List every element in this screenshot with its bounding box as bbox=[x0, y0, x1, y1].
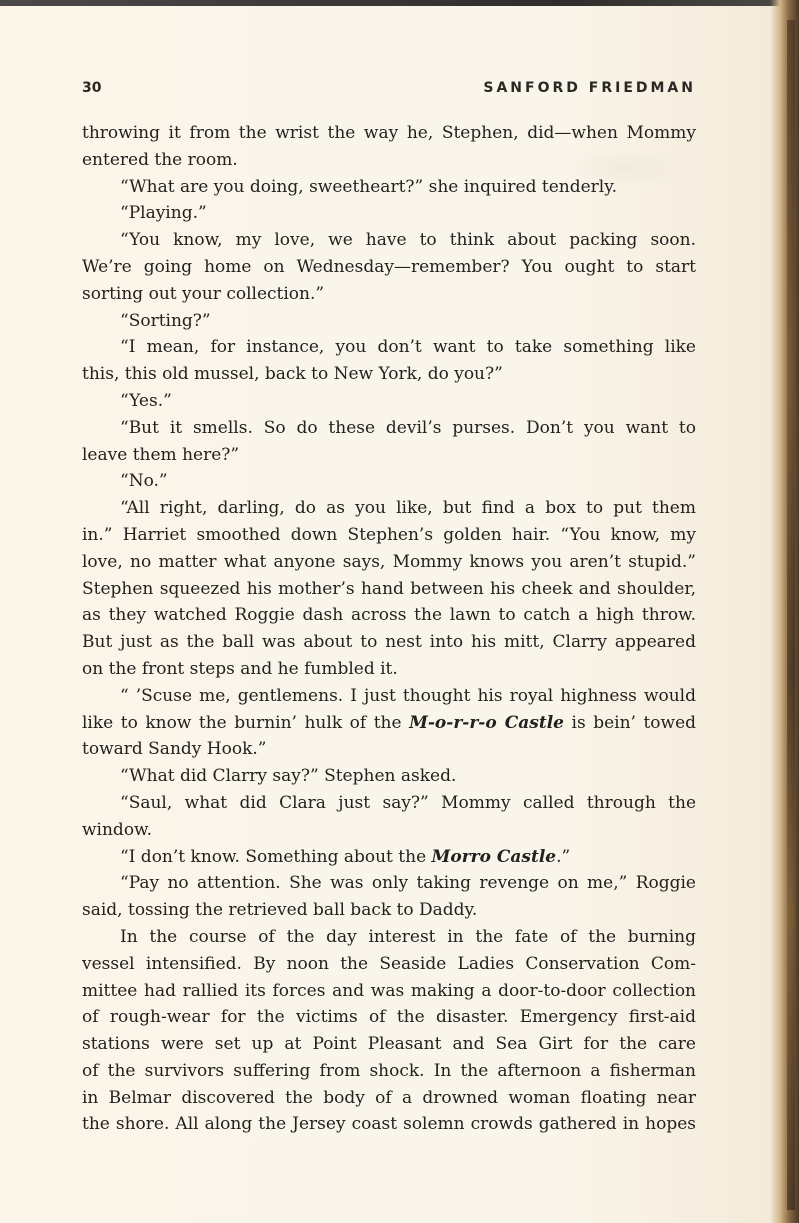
text-line-content bbox=[82, 900, 477, 920]
text-line-content bbox=[82, 1061, 696, 1081]
text-run: like to know the burnin’ hulk of the bbox=[82, 712, 410, 733]
text-line-content bbox=[120, 311, 211, 331]
text-line-content bbox=[82, 284, 324, 304]
text-line bbox=[82, 978, 696, 1005]
text-line bbox=[82, 683, 696, 710]
text-line bbox=[82, 468, 696, 495]
text-run: throwing it from the wrist the way he, Stephen, did—when Mommy bbox=[82, 123, 696, 143]
text-run: We’re going home on Wednesday—remember? You ought to start bbox=[82, 256, 696, 277]
text-line-content bbox=[120, 471, 168, 491]
text-line-content bbox=[120, 766, 456, 786]
text-line-content bbox=[120, 847, 570, 867]
text-line-content bbox=[82, 445, 239, 465]
text-line bbox=[82, 897, 696, 924]
text-line-content bbox=[82, 713, 696, 733]
text-line-content bbox=[120, 927, 696, 947]
text-run: “Yes.” bbox=[120, 390, 172, 411]
text-run: in Belmar discovered the body of a drowned woman floating near bbox=[82, 1087, 696, 1108]
text-line bbox=[82, 629, 696, 656]
text-line-content bbox=[120, 498, 696, 518]
text-line bbox=[82, 442, 696, 469]
text-run: of the survivors suffering from shock. In the afternoon a fisherman bbox=[82, 1060, 696, 1081]
text-line-content bbox=[82, 981, 696, 1001]
text-line-content bbox=[82, 605, 696, 625]
text-run: is bein’ towed bbox=[563, 712, 696, 733]
text-run: But just as the ball was about to nest into his mitt, Clarry appeared bbox=[82, 632, 696, 653]
page-header bbox=[82, 80, 696, 102]
text-line-content bbox=[120, 686, 696, 706]
text-line bbox=[82, 415, 696, 442]
text-run: “What did Clarry say?” Stephen asked. bbox=[120, 766, 457, 787]
text-line bbox=[82, 1031, 696, 1058]
italic-ship-name: Morro Castle bbox=[431, 846, 557, 867]
text-run: Stephen squeezed his mother’s hand between his cheek and shoulder, bbox=[82, 578, 696, 599]
text-line-content bbox=[82, 525, 696, 545]
text-line-content bbox=[120, 391, 172, 411]
text-line bbox=[82, 334, 696, 361]
text-run: stations were set up at Point Pleasant and Sea Girt for the care bbox=[82, 1034, 696, 1055]
text-run: leave them here?” bbox=[82, 444, 240, 465]
text-line-content bbox=[82, 1007, 696, 1027]
text-line bbox=[82, 495, 696, 522]
text-run: of rough-wear for the victims of the disaster. Emergency first-aid bbox=[82, 1007, 696, 1028]
text-run: “You know, my love, we have to think about packing soon. bbox=[120, 230, 696, 251]
text-line-content bbox=[120, 793, 696, 813]
text-line bbox=[82, 576, 696, 603]
text-line-content bbox=[82, 1114, 696, 1134]
text-run: In the course of the day interest in the fate of the burning bbox=[120, 926, 696, 947]
text-line bbox=[82, 1111, 696, 1138]
text-run: “ ’Scuse me, gentlemens. I just thought his royal highness would bbox=[120, 685, 696, 706]
text-run: .” bbox=[556, 846, 571, 867]
text-run: toward Sandy Hook.” bbox=[82, 739, 267, 760]
text-line bbox=[82, 227, 696, 254]
text-run: “What are you doing, sweetheart?” she inquired tenderly. bbox=[120, 176, 617, 197]
text-line bbox=[82, 656, 696, 683]
text-line bbox=[82, 1004, 696, 1031]
book-spine-edge bbox=[770, 0, 799, 1223]
text-line bbox=[82, 951, 696, 978]
text-line-content bbox=[120, 230, 696, 250]
text-line-content bbox=[82, 739, 266, 759]
text-run: “I mean, for instance, you don’t want to take something like bbox=[120, 337, 696, 358]
text-run: the shore. All along the Jersey coast solemn crowds gathered in hopes bbox=[82, 1114, 696, 1135]
text-line-content bbox=[82, 820, 152, 840]
text-line bbox=[82, 147, 696, 174]
text-line-content bbox=[82, 364, 503, 384]
text-line-content bbox=[82, 632, 696, 652]
text-line bbox=[82, 200, 696, 227]
text-line bbox=[82, 120, 696, 147]
text-line bbox=[82, 522, 696, 549]
text-line-content bbox=[82, 150, 238, 170]
text-line bbox=[82, 1085, 696, 1112]
text-line bbox=[82, 1058, 696, 1085]
text-run: in.” Harriet smoothed down Stephen’s golden hair. “You know, my bbox=[82, 524, 696, 545]
text-run: love, no matter what anyone says, Mommy knows you aren’t stupid.” bbox=[82, 551, 696, 572]
text-line bbox=[82, 844, 696, 871]
text-run: “Saul, what did Clara just say?” Mommy called through the bbox=[120, 792, 696, 813]
text-run: mittee had rallied its forces and was making a door-to-door collection bbox=[82, 980, 696, 1001]
text-line bbox=[82, 710, 696, 737]
text-run: as they watched Roggie dash across the lawn to catch a high throw. bbox=[82, 605, 696, 626]
text-line bbox=[82, 602, 696, 629]
text-line bbox=[82, 308, 696, 335]
text-run: said, tossing the retrieved ball back to Daddy. bbox=[82, 900, 478, 921]
text-line bbox=[82, 174, 696, 201]
text-run: “Pay no attention. She was only taking revenge on me,” Roggie bbox=[120, 873, 696, 894]
text-line-content bbox=[82, 552, 696, 572]
text-run: vessel intensified. By noon the Seaside Ladies Conservation Com- bbox=[82, 953, 696, 974]
running-head-author: SANFORD FRIEDMAN bbox=[483, 80, 696, 96]
text-line-content bbox=[120, 873, 696, 893]
italic-ship-name: M-o-r-r-o Castle bbox=[409, 712, 564, 733]
text-line bbox=[82, 388, 696, 415]
text-line bbox=[82, 736, 696, 763]
top-scan-edge bbox=[0, 0, 799, 6]
text-line-content bbox=[82, 579, 696, 599]
text-line bbox=[82, 817, 696, 844]
text-line-content bbox=[82, 123, 696, 143]
text-run: “I don’t know. Something about the bbox=[120, 846, 432, 867]
text-line-content bbox=[120, 203, 207, 223]
text-line-content bbox=[120, 177, 617, 197]
text-run: this, this old mussel, back to New York, do you?” bbox=[82, 364, 503, 385]
text-run: “But it smells. So do these devil’s purses. Don’t you want to bbox=[120, 417, 696, 438]
text-line bbox=[82, 549, 696, 576]
text-line bbox=[82, 254, 696, 281]
text-line-content bbox=[82, 257, 696, 277]
body-text bbox=[82, 120, 696, 1138]
text-line-content bbox=[82, 1034, 696, 1054]
text-line bbox=[82, 924, 696, 951]
text-run: sorting out your collection.” bbox=[82, 283, 325, 304]
text-run: “Playing.” bbox=[120, 203, 207, 224]
text-run: “All right, darling, do as you like, but find a box to put them bbox=[120, 498, 696, 519]
text-line bbox=[82, 790, 696, 817]
text-line-content bbox=[120, 337, 696, 357]
text-line-content bbox=[82, 659, 398, 679]
text-line bbox=[82, 870, 696, 897]
text-line bbox=[82, 361, 696, 388]
text-run: “No.” bbox=[120, 471, 168, 492]
text-line bbox=[82, 763, 696, 790]
text-run: “Sorting?” bbox=[120, 310, 211, 331]
text-run: entered the room. bbox=[82, 149, 238, 170]
text-line-content bbox=[120, 418, 696, 438]
text-line-content bbox=[82, 1088, 696, 1108]
text-run: on the front steps and he fumbled it. bbox=[82, 658, 398, 679]
text-line-content bbox=[82, 954, 696, 974]
page-number: 30 bbox=[82, 80, 102, 96]
text-line bbox=[82, 281, 696, 308]
text-run: window. bbox=[82, 819, 152, 840]
